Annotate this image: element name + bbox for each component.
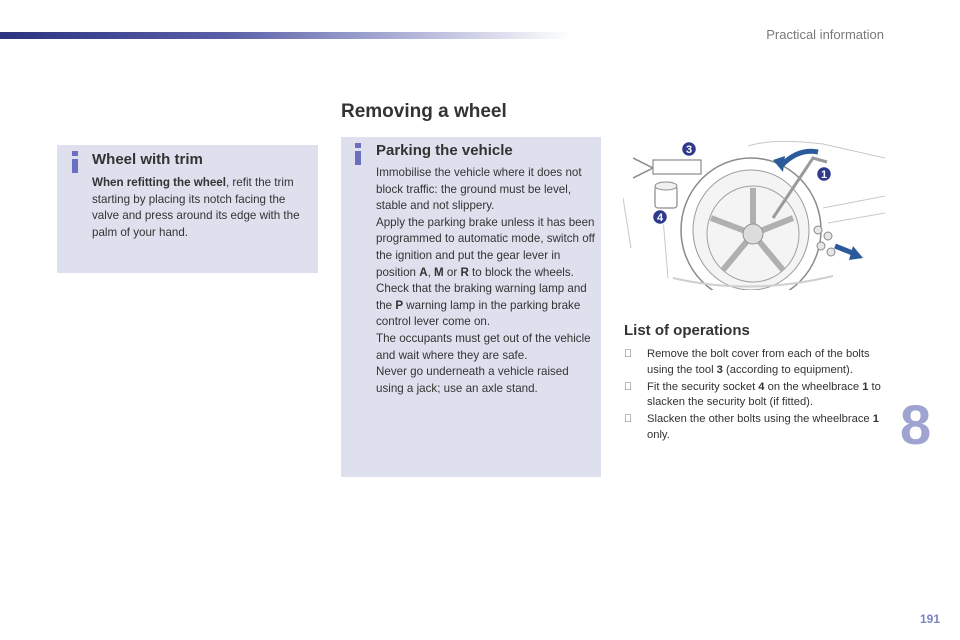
info-icon	[70, 151, 80, 173]
section-label: Practical information	[766, 27, 884, 42]
parking-para-5: Never go underneath a vehicle raised using a jack; use an axle stand.	[376, 365, 569, 395]
chapter-number: 8	[900, 393, 932, 456]
callout-3-label: 3	[685, 144, 693, 156]
list-item: Remove the bolt cover from each of the bolts using the tool 3 (according to equipment).	[624, 347, 886, 379]
operations-list	[624, 347, 886, 445]
parking-para-2: Apply the parking brake unless it has been programmed to automatic mode, switch off the ignition and put the gear lever in position A, M or R to block the wheels.	[376, 215, 595, 279]
bullet-icon	[624, 380, 632, 396]
parking-text	[376, 165, 598, 397]
callout-4-label: 4	[656, 212, 664, 224]
header-bar	[0, 32, 570, 39]
page-number: 191	[919, 612, 940, 626]
wheel-illustration-svg	[623, 138, 885, 290]
callout-1-label: 1	[820, 169, 828, 181]
parking-para-3: Check that the braking warning lamp and the P warning lamp in the parking brake control lever come on.	[376, 282, 587, 329]
wheel-trim-lead: When refitting the wheel	[92, 176, 226, 189]
operations-title: List of operations	[624, 322, 750, 339]
parking-para-1: Immobilise the vehicle where it does not block traffic: the ground must be level, stable and not slippery.	[376, 166, 582, 213]
wheel-trim-body: , refit the trim starting by placing its notch facing the valve and press around its edge with the palm of your hand.	[92, 176, 300, 239]
bullet-icon	[624, 412, 632, 428]
wheel-removal-illustration	[623, 138, 885, 290]
parking-title: Parking the vehicle	[376, 142, 513, 159]
wheel-trim-text	[92, 175, 314, 241]
wheel-trim-title: Wheel with trim	[92, 151, 203, 168]
list-item: Slacken the other bolts using the wheelbrace 1 only.	[624, 412, 886, 444]
list-item: Fit the security socket 4 on the wheelbrace 1 to slacken the security bolt (if fitted).	[624, 380, 886, 412]
bullet-icon	[624, 347, 632, 363]
page-title: Removing a wheel	[341, 101, 507, 122]
info-icon	[353, 143, 363, 165]
parking-para-4: The occupants must get out of the vehicle and wait where they are safe.	[376, 331, 591, 362]
